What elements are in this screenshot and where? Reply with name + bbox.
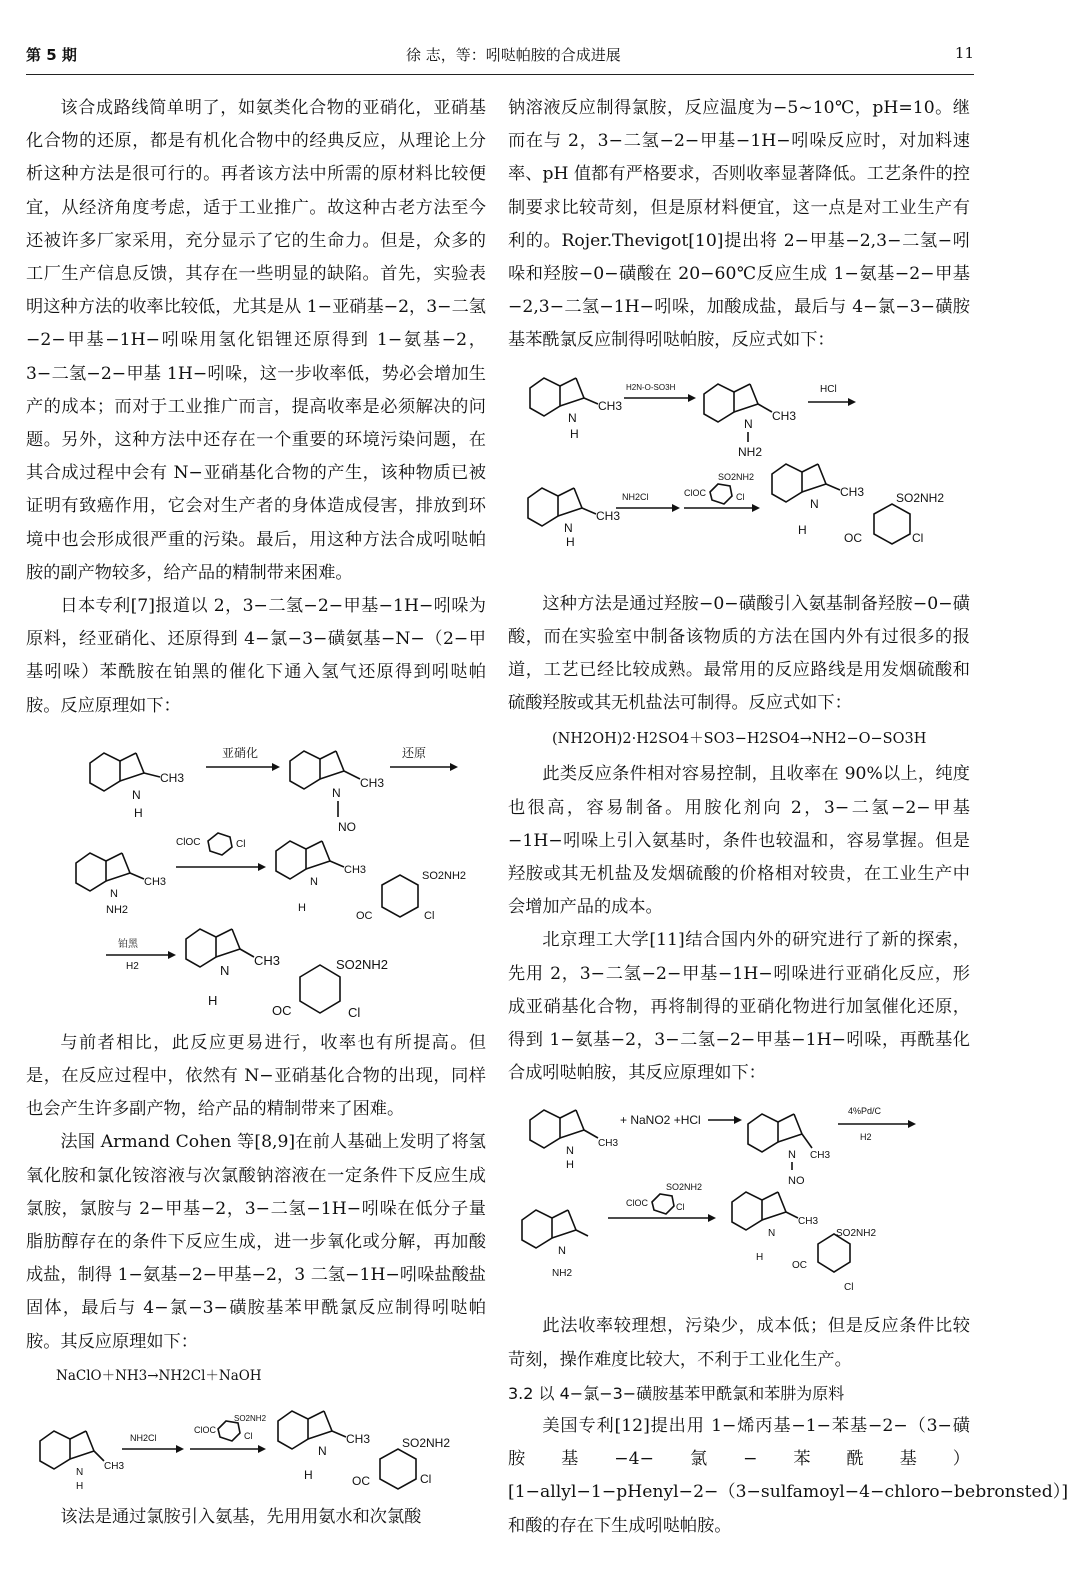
methyl-label: CH3	[104, 1460, 125, 1472]
sulfonamide-label: SO2NH2	[402, 1435, 451, 1450]
reaction-scheme-1	[26, 727, 486, 1023]
chloro-label: Cl	[736, 491, 745, 502]
methyl-label: CH3	[344, 863, 367, 876]
amino-label: NH2	[738, 444, 763, 459]
section-heading: 3.2 以 4−氯−3−磺胺基苯甲酰氯和苯肼为原料	[508, 1383, 845, 1403]
atom-n: N	[76, 1466, 84, 1478]
acyl-chloride-label: ClOC	[626, 1198, 648, 1209]
acyl-chloride-label: ClOC	[194, 1424, 216, 1435]
atom-n: N	[566, 1145, 574, 1158]
chloro-label: Cl	[844, 1282, 854, 1294]
atom-n: N	[558, 1245, 566, 1258]
sulfonamide-label: SO2NH2	[896, 490, 945, 505]
atom-n: N	[768, 1228, 776, 1240]
methyl-label: CH3	[798, 1216, 819, 1228]
reaction-scheme-4	[508, 1094, 970, 1306]
sulfonamide-label: SO2NH2	[422, 869, 467, 882]
reaction-scheme-3	[508, 362, 970, 584]
atom-h: H	[566, 1159, 574, 1172]
reagent-label: 铂黑	[118, 938, 138, 950]
equation: NaClO＋NH3→NH2Cl＋NaOH	[56, 1367, 262, 1384]
paragraph: 钠溶液反应制得氯胺，反应温度为−5~10℃，pH=10。继而在与 2，3−二氢−2−甲基−1H−吲哚反应时，对加料速率、pH 值都有严格要求，否则收率显著降低。工艺条件的控制要求比较苛刻，但是原材料便宜，这一点是对工业生产有利的。Rojer.Thevigot[10]提出将 2−甲基−2,3−二氢−吲哚和羟胺−0−磺酸在 20−60℃反应生成 1−氨基−2−甲基−2,3−二氢−1H−吲哚，加酸成盐，最后与 4−氯−3−磺胺基苯酰氯反应制得吲哒帕胺，反应式如下：	[508, 98, 970, 351]
atom-n: N	[318, 1443, 327, 1458]
methyl-label: CH3	[360, 775, 385, 790]
atom-n: N	[132, 787, 141, 802]
methyl-label: CH3	[598, 1138, 619, 1150]
atom-h: H	[798, 522, 807, 537]
atom-n: N	[220, 962, 230, 978]
methyl-label: CH3	[810, 1150, 831, 1162]
running-title: 徐 志，等：吲哒帕胺的合成进展	[406, 46, 621, 64]
sulfonamide-label: SO2NH2	[666, 1182, 703, 1193]
reagent-label: NH2Cl	[622, 491, 649, 502]
atom-h: H	[298, 901, 306, 914]
nitroso-label: NO	[338, 819, 356, 834]
nitroso-label: NO	[788, 1175, 805, 1188]
methyl-label: CH3	[144, 875, 167, 888]
page-number: 11	[954, 44, 974, 62]
paragraph: 北京理工大学[11]结合国内外的研究进行了新的探索，先用 2，3−二氢−2−甲基−1H−吲哚进行亚硝化反应，形成亚硝基化合物，再将制得的亚硝化物进行加氢催化还原，得到 1−氨基−2，3−二氢−2−甲基−1H−吲哚，再酰基化合成吲哒帕胺，其反应原理如下：	[508, 930, 970, 1084]
reagent-label: H2N-O-SO3H	[626, 382, 676, 392]
methyl-label: CH3	[160, 770, 185, 785]
reagent-label: H2	[126, 960, 139, 972]
running-header	[26, 40, 974, 75]
sulfonamide-label: SO2NH2	[336, 956, 389, 972]
atom-h: H	[208, 992, 218, 1008]
atom-n: N	[788, 1149, 796, 1162]
amino-label: NH2	[552, 1268, 573, 1280]
atom-n: N	[810, 496, 819, 511]
atom-n: N	[332, 785, 341, 800]
atom-n: N	[310, 875, 318, 888]
paragraph: 法国 Armand Cohen 等[8,9]在前人基础上发明了将氢氧化胺和氯化铵溶液与次氯酸钠溶液在一定条件下反应生成氯胺，氯胺与 2−甲基−2，3−二氢−1H−吲哚在低分子量脂肪醇存在的条件下反应生成，进一步氧化或分解，再加酸成盐，制得 1−氨基−2−甲基−2，3 二氢−1H−吲哚盐酸盐固体，最后与 4−氯−3−磺胺基苯甲酰氯反应制得吲哒帕胺。其反应原理如下：	[26, 1132, 486, 1352]
methyl-label: CH3	[346, 1431, 371, 1446]
methyl-label: CH3	[598, 398, 623, 413]
reagent-label: 还原	[402, 745, 427, 760]
amino-label: NH2	[106, 903, 129, 916]
reagent-label: NH2Cl	[130, 1432, 157, 1443]
chloro-label: Cl	[676, 1202, 685, 1213]
paragraph: 该法是通过氯胺引入氨基，先用用氨水和次氯酸	[60, 1506, 422, 1527]
paragraph: 这种方法是通过羟胺−0−磺酸引入氨基制备羟胺−0−磺酸，而在实验室中制备该物质的方法在国内外有过很多的报道，工艺已经比较成熟。最常用的反应路线是用发烟硫酸和硫酸羟胺或其无机盐法可制得。反应式如下：	[508, 593, 970, 714]
left-column	[26, 92, 486, 1534]
reagent-label: + NaNO2 +HCl	[620, 1113, 701, 1128]
atom-h: H	[566, 534, 575, 549]
chloro-label: Cl	[420, 1471, 432, 1486]
reagent-label: 亚硝化	[222, 745, 259, 760]
reagent-label: 4%Pd/C	[848, 1106, 882, 1117]
methyl-label: CH3	[254, 952, 281, 968]
chloro-label: Cl	[912, 530, 924, 545]
paragraph: 此类反应条件相对容易控制，且收率在 90%以上，纯度也很高，容易制备。用胺化剂向 2，3−二氢−2−甲基−1H−吲哚上引入氨基时，条件也较温和，容易掌握。但是羟胺或其无机盐及发烟硫酸的价格相对较贵，在工业生产中会增加产品的成本。	[508, 764, 970, 918]
chloro-label: Cl	[236, 838, 246, 850]
carbonyl-label: OC	[356, 909, 373, 922]
paragraph: 该合成路线简单明了，如氨类化合物的亚硝化，亚硝基化合物的还原，都是有机化合物中的经典反应，从理论上分析这种方法是很可行的。再者该方法中所需的原材料比较便宜，从经济角度考虑，适于工业推广。故这种古老方法至今还被许多厂家采用，充分显示了它的生命力。但是，众多的工厂生产信息反馈，其存在一些明显的缺陷。首先，实验表明这种方法的收率比较低，尤其是从 1−亚硝基−2，3−二氢−2−甲基−1H−吲哚用氢化铝锂还原得到 1−氨基−2，3−二氢−2−甲基 1H−吲哚，这一步收率低，势必会增加生产的成本；而对于工业推广而言，提高收率是必须解决的问题。另外，这种方法中还存在一个重要的环境污染问题，在其合成过程中会有 N−亚硝基化合物的产生，该种物质已被证明有致癌作用，它会对生产者的身体造成侵害，排放到环境中也会形成很严重的污染。最后，用这种方法合成吲哒帕胺的副产物较多，给产品的精制带来困难。	[26, 98, 486, 583]
chloro-label: Cl	[348, 1004, 361, 1020]
equation: (NH2OH)2·H2SO4＋SO3−H2SO4→NH2−O−SO3H	[552, 731, 927, 748]
methyl-label: CH3	[840, 484, 865, 499]
sulfonamide-label: SO2NH2	[836, 1228, 877, 1240]
atom-n: N	[744, 416, 753, 431]
atom-h: H	[76, 1480, 84, 1492]
atom-h: H	[134, 805, 143, 820]
reaction-scheme-2	[26, 1395, 486, 1497]
paragraph: 日本专利[7]报道以 2，3−二氢−2−甲基−1H−吲哚为原料，经亚硝化、还原得到 4−氯−3−磺氨基−N−（2−甲基吲哚）苯酰胺在铂黑的催化下通入氢气还原得到吲哒帕胺。反应原理如下：	[26, 596, 486, 716]
atom-h: H	[304, 1467, 313, 1482]
atom-n: N	[564, 520, 573, 535]
acyl-chloride-label: ClOC	[176, 836, 201, 848]
acyl-chloride-label: ClOC	[684, 487, 706, 498]
atom-h: H	[756, 1252, 764, 1264]
sulfonamide-label: SO2NH2	[718, 471, 755, 482]
paragraph: 与前者相比，此反应更易进行，收率也有所提高。但是，在反应过程中，依然有 N−亚硝基化合物的出现，同样也会产生许多副产物，给产品的精制带来了困难。	[26, 1032, 486, 1120]
paragraph: 美国专利[12]提出用 1−烯丙基−1−苯基−2−（3−磺胺基−4−氯−苯酰基）[1−allyl−1−pHenyl−2−（3−sulfamoyl−4−chloro−bebronsted）]和酸的存在下生成吲哒帕胺。	[508, 1416, 1068, 1536]
atom-h: H	[570, 426, 579, 441]
carbonyl-label: OC	[272, 1002, 292, 1018]
issue-number: 第 5 期	[26, 46, 77, 64]
atom-n: N	[568, 410, 577, 425]
carbonyl-label: OC	[792, 1260, 807, 1272]
carbonyl-label: OC	[844, 530, 862, 545]
right-column	[508, 92, 1068, 1543]
sulfonamide-label: SO2NH2	[234, 1413, 267, 1423]
atom-n: N	[110, 887, 118, 900]
reagent-label: H2	[860, 1132, 872, 1143]
methyl-label: CH3	[596, 508, 621, 523]
carbonyl-label: OC	[352, 1473, 370, 1488]
reagent-label: HCl	[820, 383, 837, 395]
paragraph: 此法收率较理想，污染少，成本低；但是反应条件比较苛刻，操作难度比较大，不利于工业化生产。	[508, 1316, 970, 1370]
chloro-label: Cl	[424, 909, 435, 922]
chloro-label: Cl	[244, 1430, 253, 1441]
methyl-label: CH3	[772, 408, 797, 423]
